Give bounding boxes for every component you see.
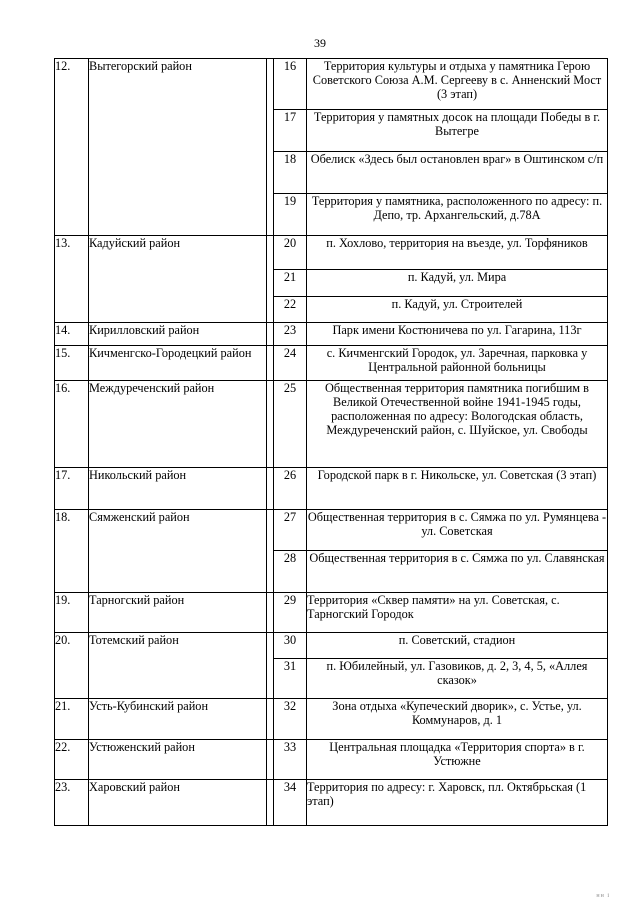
footer-mark: нн і <box>596 893 610 899</box>
item-number-cell: 16 <box>274 59 307 110</box>
territory-cell: п. Кадуй, ул. Мира <box>307 270 608 297</box>
spacer-cell <box>267 510 274 593</box>
item-number-cell: 31 <box>274 659 307 699</box>
row-number-cell: 16. <box>55 381 89 468</box>
district-cell: Тарногский район <box>89 593 267 633</box>
district-cell: Кадуйский район <box>89 236 267 323</box>
item-number-cell: 24 <box>274 346 307 381</box>
territory-cell: Общественная территория в с. Сямжа по ул. Славянская <box>307 551 608 593</box>
spacer-cell <box>267 323 274 346</box>
territory-cell: Парк имени Костюничева по ул. Гагарина, 113г <box>307 323 608 346</box>
item-number-cell: 20 <box>274 236 307 270</box>
territory-cell: Территория «Сквер памяти» на ул. Советская, с. Тарногский Городок <box>307 593 608 633</box>
spacer-cell <box>267 633 274 699</box>
spacer-cell <box>267 346 274 381</box>
table-row <box>55 780 608 826</box>
table-row <box>55 593 608 633</box>
item-number-cell: 26 <box>274 468 307 510</box>
item-number-cell: 29 <box>274 593 307 633</box>
district-cell: Кичменгско-Городецкий район <box>89 346 267 381</box>
row-number-cell: 21. <box>55 699 89 740</box>
spacer-cell <box>267 780 274 826</box>
territory-cell: Территория по адресу: г. Харовск, пл. Октябрьская (1 этап) <box>307 780 608 826</box>
item-number-cell: 34 <box>274 780 307 826</box>
page-number: 39 <box>314 36 326 50</box>
spacer-cell <box>267 468 274 510</box>
territory-cell: п. Хохлово, территория на въезде, ул. Торфяников <box>307 236 608 270</box>
territory-cell: Территория у памятных досок на площади Победы в г. Вытегре <box>307 110 608 152</box>
table-row <box>55 510 608 551</box>
district-cell: Усть-Кубинский район <box>89 699 267 740</box>
district-cell: Вытегорский район <box>89 59 267 236</box>
item-number-cell: 30 <box>274 633 307 659</box>
district-cell: Харовский район <box>89 780 267 826</box>
district-cell: Тотемский район <box>89 633 267 699</box>
territories-table <box>54 58 608 826</box>
district-cell: Междуреченский район <box>89 381 267 468</box>
spacer-cell <box>267 59 274 236</box>
district-cell: Никольский район <box>89 468 267 510</box>
row-number-cell: 23. <box>55 780 89 826</box>
item-number-cell: 25 <box>274 381 307 468</box>
item-number-cell: 18 <box>274 152 307 194</box>
item-number-cell: 33 <box>274 740 307 780</box>
table-row <box>55 633 608 659</box>
spacer-cell <box>267 381 274 468</box>
territory-cell: Городской парк в г. Никольске, ул. Советская (3 этап) <box>307 468 608 510</box>
table-row <box>55 699 608 740</box>
territory-cell: Центральная площадка «Территория спорта» в г. Устюжне <box>307 740 608 780</box>
district-cell: Сямженский район <box>89 510 267 593</box>
row-number-cell: 17. <box>55 468 89 510</box>
spacer-cell <box>267 740 274 780</box>
table-row <box>55 381 608 468</box>
territory-cell: Зона отдыха «Купеческий дворик», с. Устье, ул. Коммунаров, д. 1 <box>307 699 608 740</box>
territory-cell: с. Кичменгский Городок, ул. Заречная, парковка у Центральной районной больницы <box>307 346 608 381</box>
item-number-cell: 19 <box>274 194 307 236</box>
territory-cell: Общественная территория в с. Сямжа по ул. Румянцева - ул. Советская <box>307 510 608 551</box>
territory-cell: Общественная территория памятника погибшим в Великой Отечественной войне 1941-1945 годы, расположенная по адресу: Вологодская область, Междуреченский район, с. Шуйское, ул. Свободы <box>307 381 608 468</box>
row-number-cell: 12. <box>55 59 89 236</box>
district-cell: Устюженский район <box>89 740 267 780</box>
row-number-cell: 14. <box>55 323 89 346</box>
spacer-cell <box>267 699 274 740</box>
territory-cell: Территория у памятника, расположенного по адресу: п. Депо, тр. Архангельский, д.78А <box>307 194 608 236</box>
table-row <box>55 236 608 270</box>
item-number-cell: 27 <box>274 510 307 551</box>
table-row <box>55 323 608 346</box>
item-number-cell: 17 <box>274 110 307 152</box>
item-number-cell: 21 <box>274 270 307 297</box>
territory-cell: п. Кадуй, ул. Строителей <box>307 297 608 323</box>
row-number-cell: 18. <box>55 510 89 593</box>
spacer-cell <box>267 593 274 633</box>
row-number-cell: 15. <box>55 346 89 381</box>
item-number-cell: 32 <box>274 699 307 740</box>
row-number-cell: 22. <box>55 740 89 780</box>
row-number-cell: 19. <box>55 593 89 633</box>
table-row <box>55 740 608 780</box>
row-number-cell: 13. <box>55 236 89 323</box>
territory-cell: п. Советский, стадион <box>307 633 608 659</box>
spacer-cell <box>267 236 274 323</box>
table-row <box>55 59 608 110</box>
table-row <box>55 346 608 381</box>
territory-cell: Территория культуры и отдыха у памятника Герою Советского Союза А.М. Сергееву в с. Анненский Мост (3 этап) <box>307 59 608 110</box>
row-number-cell: 20. <box>55 633 89 699</box>
table-row <box>55 468 608 510</box>
item-number-cell: 22 <box>274 297 307 323</box>
territory-cell: Обелиск «Здесь был остановлен враг» в Оштинском с/п <box>307 152 608 194</box>
item-number-cell: 28 <box>274 551 307 593</box>
district-cell: Кирилловский район <box>89 323 267 346</box>
item-number-cell: 23 <box>274 323 307 346</box>
territory-cell: п. Юбилейный, ул. Газовиков, д. 2, 3, 4, 5, «Аллея сказок» <box>307 659 608 699</box>
